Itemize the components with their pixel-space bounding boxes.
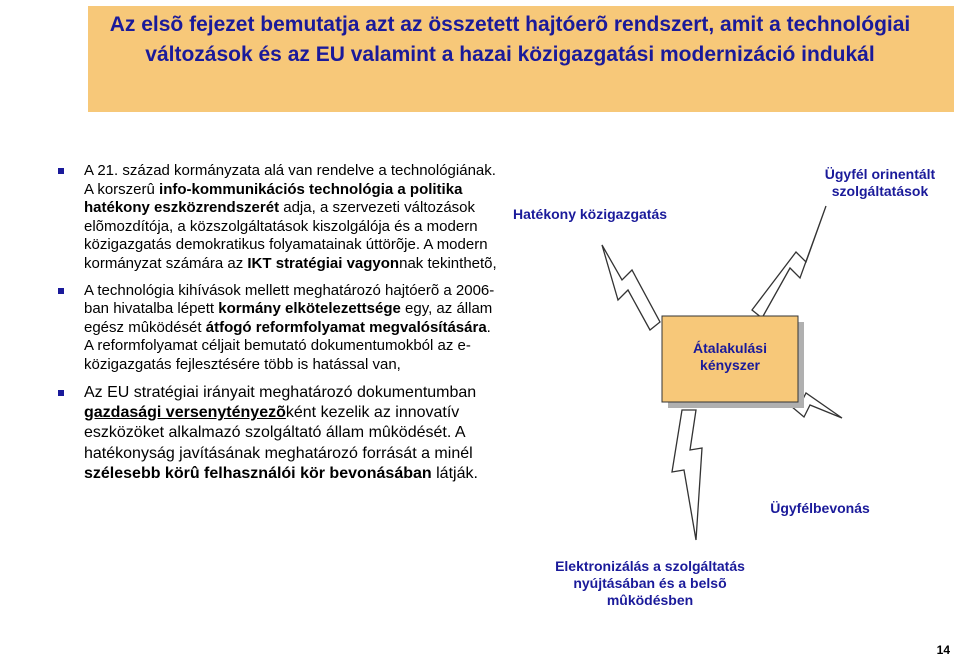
page-number: 14 bbox=[936, 643, 950, 657]
bullet-square-icon bbox=[58, 168, 64, 174]
slide-title: Az elsõ fejezet bemutatja azt az összetett hajtóerõ rendszert, amit a technológiai változások és az EU valamint a hazai közigazgatási modernizáció indukál bbox=[109, 13, 911, 66]
bullet-list bbox=[58, 162, 498, 485]
bolt-to-top-left bbox=[602, 245, 660, 330]
driver-diagram bbox=[500, 150, 960, 630]
label-electronization: Elektronizálás a szolgáltatás nyújtásában és a belsõ mûködésben bbox=[555, 558, 745, 608]
bullet-item-government: A technológia kihívások mellett meghatározó hajtóerõ a 2006-ban hivatalba lépett kormány elkötelezettsége egy, az állam egész mûködését átfogó reformfolyamat megvalósítására. A reformfolyamat céljait bemutató dokumentumokból az e-közigazgatás fejlesztésére több is hatással van, bbox=[58, 282, 498, 375]
label-client-involvement: Ügyfélbevonás bbox=[770, 500, 870, 516]
bolt-to-top-right bbox=[752, 206, 826, 318]
bullet-item-eu: Az EU stratégiai irányait meghatározó dokumentumban gazdasági versenytényezõként kezelik az innovatív eszközöket alkalmazó szolgáltató állam mûködését. A hatékonyság javításának meghatározó forrását a minél szélesebb körû felhasználói kör bevonásában látják. bbox=[58, 383, 498, 485]
label-client-oriented-services: Ügyfél orinentált szolgáltatások bbox=[824, 166, 936, 199]
bullet-square-icon bbox=[58, 390, 64, 396]
bullet-item-technology: A 21. század kormányzata alá van rendelve a technológiának. A korszerû info-kommunikációs technológia a politika hatékony eszközrendszerét adja, a szervezeti változások elõmozdítója, a közszolgáltatások kiszolgálója és a modern közigazgatás demokratikus folyamatainak úttörõje. A modern kormányzat számára az IKT stratégiai vagyonnak tekinthetõ, bbox=[58, 162, 498, 274]
label-efficient-administration: Hatékony közigazgatás bbox=[512, 206, 668, 222]
bullet-square-icon bbox=[58, 288, 64, 294]
bolt-to-bottom bbox=[672, 410, 702, 540]
center-label: Átalakulási kényszer bbox=[693, 340, 767, 373]
